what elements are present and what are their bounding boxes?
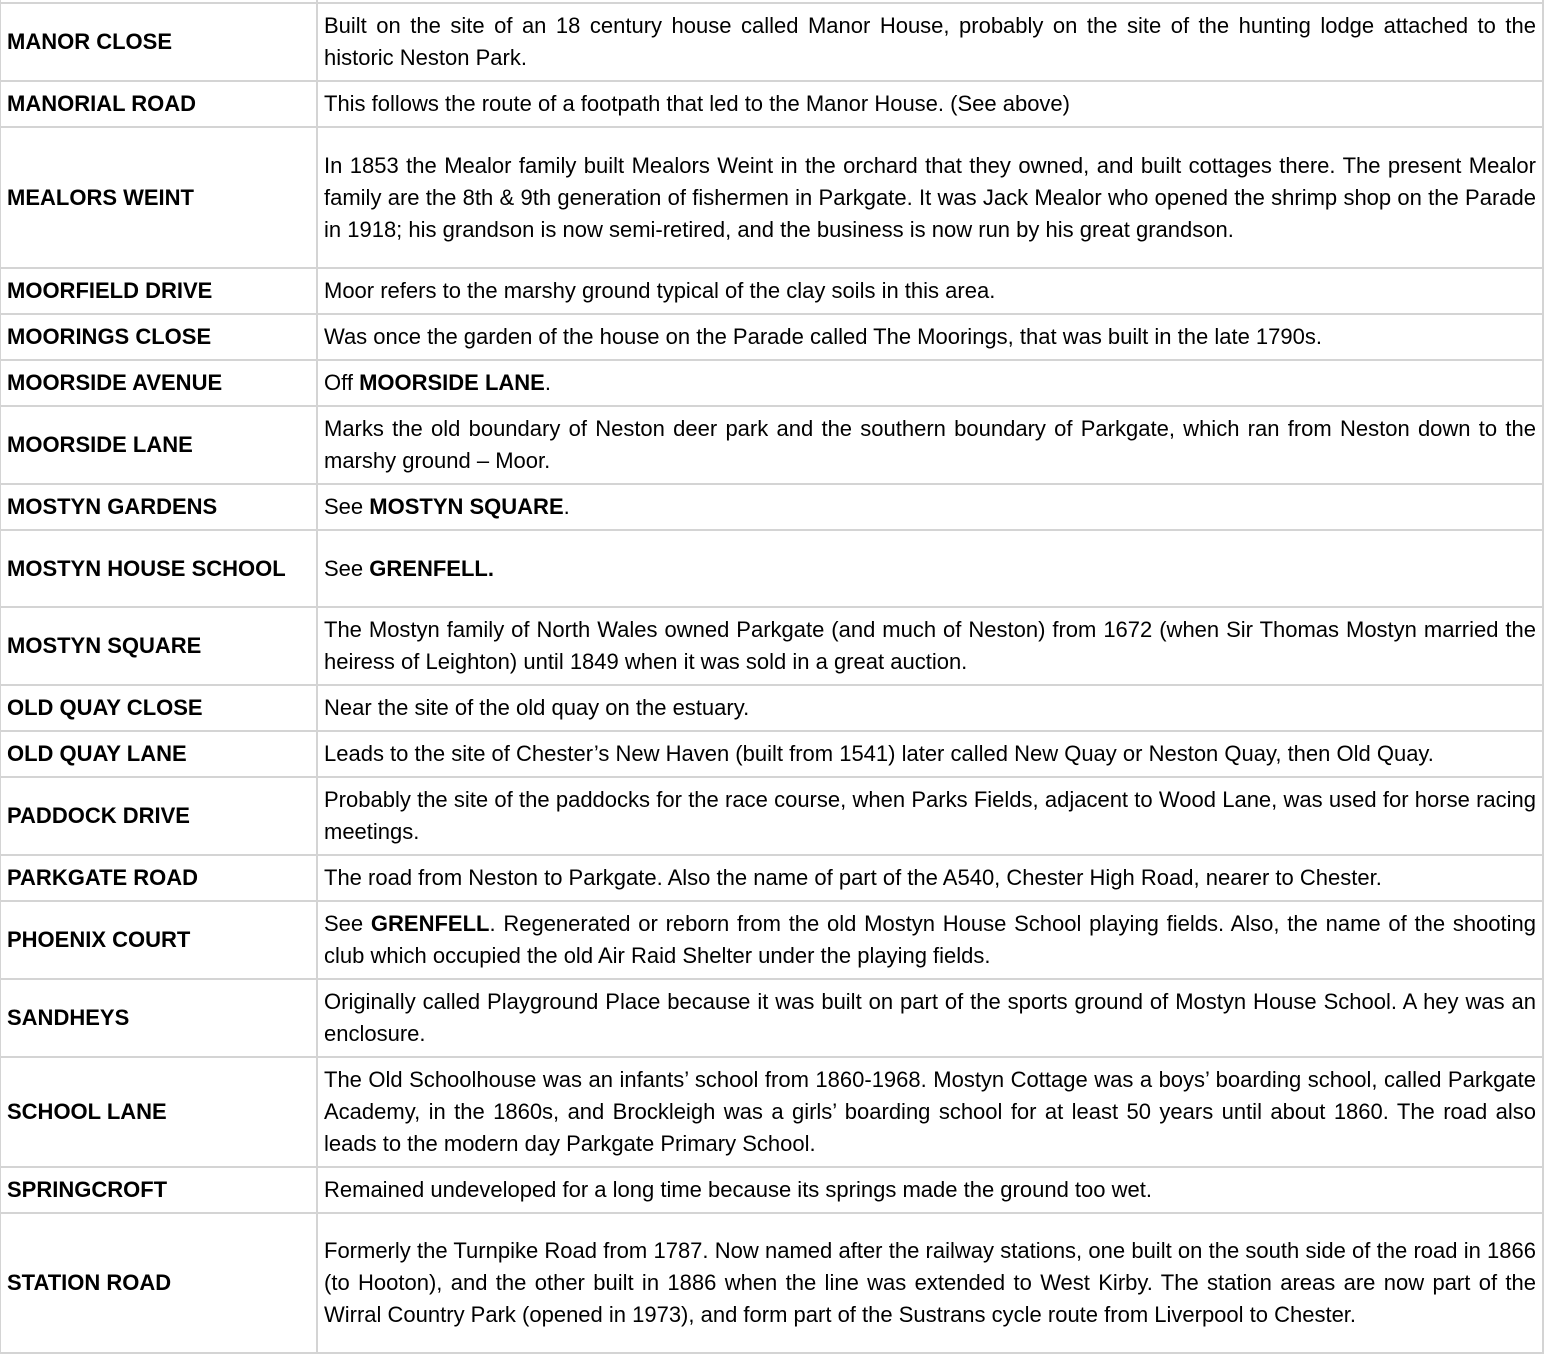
description-text: Marks the old boundary of Neston deer park and the southern boundary of Parkgate, which ran from Neston down to the marshy ground – Moor.: [324, 416, 1536, 473]
table-row: [0, 685, 1543, 731]
street-name: SPRINGCROFT: [0, 1167, 317, 1213]
table-row: [0, 81, 1543, 127]
street-description: [317, 484, 1543, 530]
table-row: [0, 777, 1543, 855]
table-row: [0, 855, 1543, 901]
street-name: MOSTYN HOUSE SCHOOL: [0, 530, 317, 607]
street-description: [317, 406, 1543, 484]
description-text: Moor refers to the marshy ground typical of the clay soils in this area.: [324, 278, 996, 303]
street-description: [317, 901, 1543, 979]
street-description: [317, 360, 1543, 406]
street-description: [317, 530, 1543, 607]
street-name: OLD QUAY LANE: [0, 731, 317, 777]
street-name: MOSTYN SQUARE: [0, 607, 317, 685]
table-row: [0, 3, 1543, 81]
table-row: [0, 406, 1543, 484]
street-name: MANOR CLOSE: [0, 3, 317, 81]
table-row: [0, 1057, 1543, 1167]
description-text-part: See: [324, 911, 371, 936]
table-row: [0, 607, 1543, 685]
street-description: [317, 127, 1543, 268]
street-name: PHOENIX COURT: [0, 901, 317, 979]
street-name: MOSTYN GARDENS: [0, 484, 317, 530]
table-row: [0, 1167, 1543, 1213]
table-row: [0, 1213, 1543, 1353]
street-name: MOORFIELD DRIVE: [0, 268, 317, 314]
description-text: In 1853 the Mealor family built Mealors Weint in the orchard that they owned, and built cottages there. The present Mealor family are the 8th & 9th generation of fishermen in Parkgate. It was Jack Mealor who opened the shrimp shop on the Parade in 1918; his grandson is now semi-retired, and the business is now run by his great grandson.: [324, 152, 1536, 242]
description-text-part: . Regenerated or reborn from the old Mostyn House School playing fields. Also, the name of the shooting club which occupied the old Air Raid Shelter under the playing fields.: [324, 911, 1537, 968]
cross-reference: GRENFELL.: [369, 555, 494, 581]
description-text: Was once the garden of the house on the Parade called The Moorings, that was built in the late 1790s.: [324, 324, 1322, 349]
cross-reference: GRENFELL: [370, 911, 490, 936]
street-description: [317, 1213, 1543, 1353]
description-text: This follows the route of a footpath that led to the Manor House. (See above): [324, 91, 1070, 116]
table-row: [0, 731, 1543, 777]
description-text: Formerly the Turnpike Road from 1787. Now named after the railway stations, one built on the south side of the road in 1866 (to Hooton), and the other built in 1886 when the line was extended to West Kirby. The station areas are now part of the Wirral Country Park (opened in 1973), and form part of the Sustrans cycle route from Liverpool to Chester.: [324, 1238, 1536, 1327]
table-row: [0, 268, 1543, 314]
description-text-part: .: [544, 370, 551, 395]
description-text-part: .: [563, 494, 570, 519]
street-description: [317, 1057, 1543, 1167]
street-name: PADDOCK DRIVE: [0, 777, 317, 855]
street-description: [317, 979, 1543, 1057]
table-row: [0, 127, 1543, 268]
description-text: Near the site of the old quay on the estuary.: [324, 695, 750, 720]
description-text-part: See: [324, 555, 370, 581]
description-text: [324, 367, 1536, 399]
description-text-part: See: [324, 494, 370, 519]
street-description: [317, 81, 1543, 127]
cross-reference: MOSTYN SQUARE: [369, 494, 564, 519]
table-row: [0, 901, 1543, 979]
street-description: [317, 1167, 1543, 1213]
table-row: [0, 530, 1543, 607]
description-text: [324, 553, 1536, 585]
description-text-part: Off: [324, 370, 360, 395]
description-text: Built on the site of an 18 century house called Manor House, probably on the site of the hunting lodge attached to the historic Neston Park.: [324, 13, 1536, 70]
street-name: SANDHEYS: [0, 979, 317, 1057]
street-description: [317, 314, 1543, 360]
table-row: [0, 484, 1543, 530]
description-text: [324, 491, 1536, 523]
street-name: SCHOOL LANE: [0, 1057, 317, 1167]
street-name: OLD QUAY CLOSE: [0, 685, 317, 731]
description-text: [324, 908, 1536, 972]
description-text: Leads to the site of Chester’s New Haven (built from 1541) later called New Quay or Neston Quay, then Old Quay.: [324, 741, 1434, 766]
table-row: [0, 979, 1543, 1057]
street-name: STATION ROAD: [0, 1213, 317, 1353]
street-name: MOORSIDE LANE: [0, 406, 317, 484]
description-text: The Mostyn family of North Wales owned Parkgate (and much of Neston) from 1672 (when Sir Thomas Mostyn married the heiress of Leighton) until 1849 when it was sold in a great auction.: [324, 617, 1536, 674]
table-row: [0, 360, 1543, 406]
street-name: MOORSIDE AVENUE: [0, 360, 317, 406]
street-name: MOORINGS CLOSE: [0, 314, 317, 360]
cross-reference: MOORSIDE LANE: [359, 370, 545, 395]
description-text: Originally called Playground Place because it was built on part of the sports ground of Mostyn House School. A hey was an enclosure.: [324, 989, 1536, 1046]
street-name: MEALORS WEINT: [0, 127, 317, 268]
street-description: [317, 855, 1543, 901]
street-description: [317, 607, 1543, 685]
street-description: [317, 731, 1543, 777]
street-description: [317, 268, 1543, 314]
table-row: [0, 314, 1543, 360]
street-description: [317, 777, 1543, 855]
street-description: [317, 685, 1543, 731]
description-text: The road from Neston to Parkgate. Also the name of part of the A540, Chester High Road, nearer to Chester.: [324, 865, 1382, 890]
street-description: [317, 3, 1543, 81]
description-text: Probably the site of the paddocks for the race course, when Parks Fields, adjacent to Wood Lane, was used for horse racing meetings.: [324, 787, 1536, 844]
street-name: MANORIAL ROAD: [0, 81, 317, 127]
street-name: PARKGATE ROAD: [0, 855, 317, 901]
description-text: Remained undeveloped for a long time because its springs made the ground too wet.: [324, 1177, 1152, 1202]
description-text: The Old Schoolhouse was an infants’ school from 1860-1968. Mostyn Cottage was a boys’ boarding school, called Parkgate Academy, in the 1860s, and Brockleigh was a girls’ boarding school for at least 50 years until about 1860. The road also leads to the modern day Parkgate Primary School.: [324, 1067, 1536, 1156]
